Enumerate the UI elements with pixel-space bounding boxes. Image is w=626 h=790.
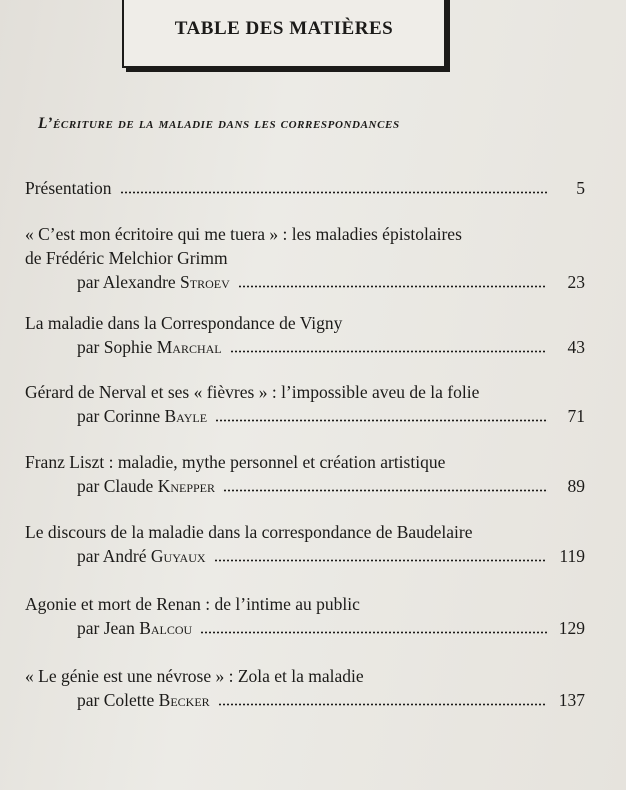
section-subtitle: L’écriture de la maladie dans les correspondances: [38, 115, 400, 132]
entry-title: La maladie dans la Correspondance de Vigny: [25, 313, 343, 333]
entry-title: Agonie et mort de Renan : de l’intime au public: [25, 594, 360, 614]
entry-title: « C’est mon écritoire qui me tuera » : les maladies épistolaires: [25, 224, 462, 244]
toc-entry: [25, 311, 585, 359]
title-box: [122, 0, 446, 68]
entry-title: « Le génie est une névrose » : Zola et la maladie: [25, 666, 364, 686]
entry-title: Franz Liszt : maladie, mythe personnel et création artistique: [25, 452, 446, 472]
dot-leader: [218, 703, 547, 706]
page-number: 5: [576, 178, 585, 198]
page-title: TABLE DES MATIÈRES: [174, 18, 394, 39]
toc-entry: [25, 380, 585, 428]
page-number: 89: [567, 476, 585, 496]
author: par Jean Balcou: [77, 618, 193, 638]
dot-leader: [238, 285, 547, 288]
author: par André Guyaux: [77, 546, 206, 566]
toc-entry: [25, 450, 585, 498]
author: par Sophie Marchal: [77, 337, 222, 357]
dot-leader: [223, 489, 547, 492]
page-number: 23: [567, 272, 585, 292]
author: par Alexandre Stroev: [77, 272, 230, 292]
author: par Corinne Bayle: [77, 406, 208, 426]
page-number: 129: [558, 618, 585, 638]
entry-title: Gérard de Nerval et ses « fièvres » : l’impossible aveu de la folie: [25, 382, 480, 402]
dot-leader: [215, 419, 547, 422]
dot-leader: [230, 350, 547, 353]
toc-entry-presentation: [25, 176, 585, 200]
dot-leader: [214, 559, 547, 562]
page-number: 137: [558, 690, 585, 710]
page-number: 71: [567, 406, 585, 426]
toc-entry: [25, 222, 585, 294]
dot-leader: [120, 191, 547, 194]
author: par Claude Knepper: [77, 476, 216, 496]
toc-entry: [25, 664, 585, 712]
page-number: 119: [559, 546, 585, 566]
entry-title: Le discours de la maladie dans la correspondance de Baudelaire: [25, 522, 473, 542]
toc-entry: [25, 520, 585, 568]
dot-leader: [200, 631, 547, 634]
page-number: 43: [567, 337, 585, 357]
presentation-label: Présentation: [25, 178, 112, 198]
toc-entry: [25, 592, 585, 640]
entry-title-continued: de Frédéric Melchior Grimm: [25, 248, 228, 268]
author: par Colette Becker: [77, 690, 210, 710]
